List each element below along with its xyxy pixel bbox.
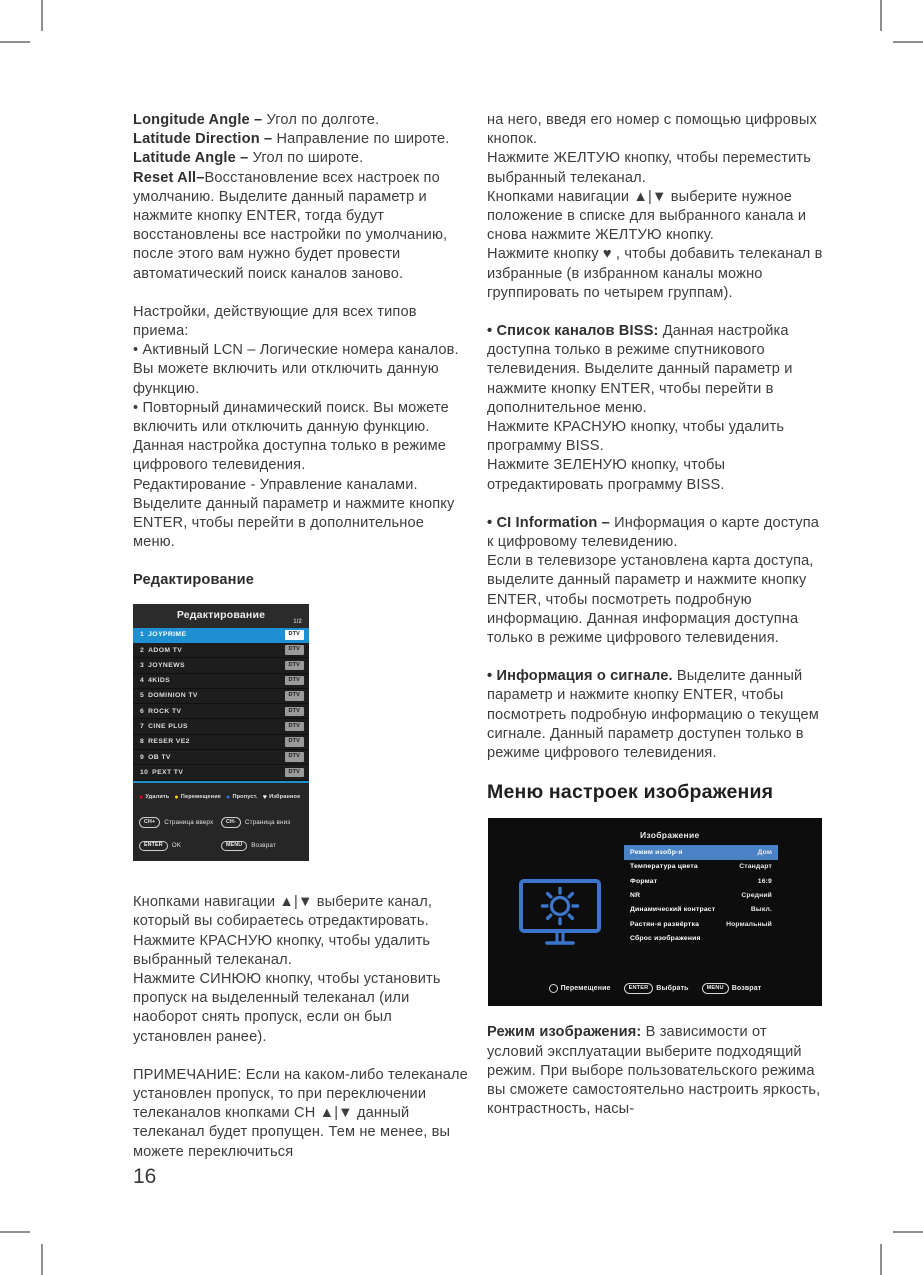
- right-paragraphs: [487, 111, 824, 763]
- paragraph: [487, 245, 824, 303]
- footer-key-hint: [624, 979, 689, 998]
- setting-label: Сброс изображения: [630, 935, 701, 943]
- brightness-tv-icon: [518, 878, 602, 948]
- nav-key-icon: [549, 984, 558, 993]
- key-hint-label: Возврат: [251, 842, 276, 850]
- paragraph: [133, 476, 470, 553]
- paragraph-text: Настройки, действующие для всех типов приема:: [133, 303, 417, 340]
- paragraph-text: Нажмите КРАСНУЮ кнопку, чтобы удалить выбранный телеканал.: [133, 932, 431, 968]
- settings-list: [624, 845, 778, 946]
- paragraph-text: Восстановление всех настроек по умолчанию. Выделите данный параметр и нажмите кнопку ENTER, тогда будут восстановлены все настройки по умолчанию, после этого вам нужно будет провести автоматический поиск каналов заново.: [133, 169, 448, 282]
- dtv-badge: DTV: [285, 737, 304, 747]
- paragraph-text: В зависимости от условий эксплуатации выберите подходящий режим. При выборе пользовательского режима вы сможете самостоятельно настроить яркость, контрастность, насы-: [487, 1024, 821, 1118]
- paragraph-text: Нажмите кнопку ♥ , чтобы добавить телеканал в избранные (в избранном каналы можно группировать по четырем группам).: [487, 246, 823, 301]
- paragraph-lead: Latitude Direction –: [133, 131, 277, 148]
- setting-value: Стандарт: [739, 863, 772, 871]
- paragraph: [133, 303, 470, 341]
- paragraph: [133, 341, 470, 399]
- legend-item: [226, 788, 258, 807]
- page-indicator: 1/2: [293, 618, 302, 625]
- legend-color-icon: ●: [174, 793, 179, 801]
- key-pill: MENU: [221, 841, 247, 851]
- channel-number: 1: [140, 631, 145, 639]
- legend-label: Удалить: [145, 793, 170, 800]
- paragraph: [133, 111, 470, 130]
- paragraph: [487, 552, 824, 648]
- paragraph-text: Кнопками навигации ▲|▼ выберите нужное положение в списке для выбранного канала и снова нажмите ЖЕЛТУЮ кнопку.: [487, 188, 807, 244]
- channel-name: PEXT TV: [152, 768, 184, 776]
- channel-number: 3: [140, 661, 145, 669]
- paragraph: [487, 111, 824, 149]
- key-hint: [139, 813, 221, 832]
- crop-mark-top-left-h: [0, 41, 30, 43]
- paragraph-text: Направление по широте.: [276, 131, 450, 148]
- setting-value: Выкл.: [750, 906, 772, 914]
- paragraph-text: ПРИМЕЧАНИЕ: Если на каком-либо телеканале установлен пропуск, то при переключении телеканалов кнопками CH ▲|▼ данный телеканал будет пропущен. Тем не менее, вы можете переключиться: [133, 1066, 468, 1160]
- channel-name: 4KIDS: [148, 677, 171, 685]
- nav-key-icon: ENTER: [624, 983, 654, 994]
- channel-edit-screenshot: [133, 604, 309, 862]
- footer-key-hint: [702, 979, 762, 998]
- right-column: [487, 111, 824, 1119]
- dtv-badge: DTV: [285, 645, 304, 655]
- key-hint-label: Страница вверх: [164, 818, 214, 826]
- legend-label: Избранное: [269, 793, 301, 800]
- dtv-badge: DTV: [285, 752, 304, 762]
- paragraph-text: Нажмите ЗЕЛЕНУЮ кнопку, чтобы отредактировать программу BISS.: [487, 457, 726, 493]
- channel-number: 7: [140, 723, 145, 730]
- crop-mark-bottom-left-v: [41, 1244, 43, 1275]
- legend-color-icon: ●: [226, 793, 231, 801]
- paragraph-lead: • Информация о сигнале.: [487, 668, 677, 685]
- channel-number: 2: [140, 646, 145, 654]
- paragraph-text: Информация о карте доступа к цифровому телевидению.: [487, 514, 820, 551]
- key-pill: CH-: [221, 817, 241, 827]
- color-key-legend: [139, 788, 303, 807]
- footer-key-hint: [549, 979, 611, 998]
- setting-value: Нормальный: [726, 920, 772, 928]
- channel-row: [133, 765, 309, 780]
- paragraph-text: Кнопками навигации ▲|▼ выберите канал, который вы собираетесь отредактировать.: [133, 894, 433, 930]
- left-column: [133, 111, 470, 1162]
- channel-number: 9: [140, 753, 145, 761]
- dtv-badge: DTV: [285, 768, 304, 778]
- channel-list: [133, 628, 309, 781]
- nav-key-icon: MENU: [702, 983, 729, 994]
- setting-label: Режим изобр-я: [630, 848, 683, 856]
- paragraph: [133, 169, 470, 284]
- legend-item: [139, 788, 169, 807]
- channel-name: OB TV: [148, 753, 171, 761]
- key-pill: CH+: [139, 817, 160, 827]
- page-number: 16: [133, 1165, 157, 1188]
- left-top-paragraphs: [133, 111, 470, 552]
- crop-mark-bottom-right-h: [893, 1231, 923, 1233]
- footer-key-hints: [488, 979, 822, 998]
- paragraph-text: Данная настройка доступна только в режиме спутникового телевидения. Выделите данный параметр и нажмите кнопку ENTER, чтобы перейти в дополнительное меню.: [487, 323, 793, 416]
- key-hint-label: OK: [171, 842, 182, 850]
- legend-color-icon: ●: [139, 793, 144, 801]
- legend-label: Пропуст.: [232, 793, 258, 800]
- paragraph: [487, 188, 824, 246]
- channel-name: JOYNEWS: [148, 661, 185, 669]
- crop-mark-bottom-left-h: [0, 1231, 30, 1233]
- channel-number: 5: [140, 692, 145, 700]
- dtv-badge: DTV: [285, 707, 304, 717]
- paragraph: [487, 322, 824, 418]
- footer-hint-label: Возврат: [731, 985, 762, 993]
- paragraph-lead: Longitude Angle –: [133, 112, 267, 128]
- crop-mark-top-left-v: [41, 0, 43, 31]
- paragraph: [133, 932, 470, 970]
- legend-item: [263, 788, 301, 807]
- channel-name: JOYPRIME: [148, 631, 187, 639]
- setting-value: Дом: [757, 848, 772, 856]
- paragraph: [133, 970, 470, 1047]
- paragraph-text: Нажмите КРАСНУЮ кнопку, чтобы удалить программу BISS.: [487, 419, 785, 455]
- channel-number: 6: [140, 707, 145, 715]
- key-hint: [139, 836, 221, 855]
- paragraph-lead: • Список каналов BISS:: [487, 323, 663, 340]
- setting-label: Динамический контраст: [630, 906, 716, 914]
- paragraph: [133, 893, 470, 931]
- legend-item: [174, 788, 221, 807]
- setting-label: Формат: [630, 877, 658, 885]
- paragraph: [487, 456, 824, 494]
- footer-hint-label: Перемещение: [560, 985, 611, 993]
- setting-value: 16:9: [757, 877, 772, 885]
- dtv-badge: DTV: [285, 676, 304, 686]
- paragraph-text: Если в телевизоре установлена карта доступа, выделите данный параметр и нажмите кнопку ENTER, чтобы посмотреть подробную информацию. Данная информация доступна только в режиме цифрового телевидения.: [487, 553, 814, 647]
- setting-value: Средний: [741, 892, 772, 900]
- channel-name: DOMINION TV: [148, 692, 198, 700]
- screenshot-header: [133, 604, 309, 628]
- paragraph-text: Угол по широте.: [252, 150, 364, 167]
- channel-number: 8: [140, 738, 145, 746]
- paragraph: [487, 514, 824, 552]
- paragraph-text: Угол по долготе.: [266, 112, 380, 128]
- paragraph-text: Нажмите СИНЮЮ кнопку, чтобы установить пропуск на выделенный телеканал (или наоборот снять пропуск, если он был установлен ранее).: [133, 971, 441, 1045]
- paragraph: [133, 130, 470, 149]
- paragraph: [487, 667, 824, 763]
- paragraph: [133, 1066, 470, 1162]
- paragraph-text: Нажмите ЖЕЛТУЮ кнопку, чтобы переместить выбранный телеканал.: [487, 150, 811, 186]
- key-hint-label: Страница вниз: [244, 818, 291, 826]
- left-bottom-paragraphs: [133, 893, 470, 1162]
- key-hint: [221, 836, 303, 855]
- legend-label: Перемещение: [180, 793, 222, 800]
- key-hint: [221, 813, 303, 832]
- setting-label: Растян-я развёртка: [630, 920, 700, 928]
- channel-name: ROCK TV: [148, 707, 182, 715]
- paragraph-lead: • CI Information –: [487, 514, 615, 531]
- paragraph: [487, 149, 824, 187]
- key-hints: [139, 813, 303, 855]
- dtv-badge: DTV: [285, 661, 304, 671]
- crop-mark-top-right-h: [893, 41, 923, 43]
- picture-menu-heading: Меню настроек изображения: [487, 781, 774, 804]
- channel-name: ADOM TV: [148, 646, 183, 654]
- picture-mode-paragraph: [487, 1023, 824, 1119]
- key-pill: ENTER: [139, 841, 168, 851]
- channel-name: CINE PLUS: [148, 723, 188, 730]
- crop-mark-top-right-v: [880, 0, 882, 31]
- screenshot-title: Изображение: [640, 830, 700, 841]
- channel-number: 4: [140, 677, 145, 685]
- setting-label: Температура цвета: [630, 863, 698, 871]
- paragraph-text: Редактирование - Управление каналами. Выделите данный параметр и нажмите кнопку ENTER, чтобы перейти в дополнительное меню.: [133, 476, 455, 551]
- paragraph-lead: Latitude Angle –: [133, 150, 253, 167]
- setting-label: NR: [630, 892, 641, 900]
- paragraph: [133, 149, 470, 168]
- paragraph-text: • Повторный динамический поиск. Вы можете включить или отключить данную функцию. Данная настройка доступна только в режиме цифрового телевидения.: [133, 399, 449, 474]
- paragraph-text: Выделите данный параметр и нажмите кнопку ENTER, чтобы посмотреть подробную информацию о текущем сигнале. Данный параметр доступен только в режиме цифрового телевидения.: [487, 668, 819, 762]
- screenshot-title: Редактирование: [176, 609, 266, 622]
- dtv-badge: DTV: [285, 630, 304, 640]
- dtv-badge: DTV: [285, 722, 304, 732]
- legend-color-icon: ♥: [262, 793, 268, 801]
- channel-number: 10: [140, 768, 149, 776]
- footer-hint-label: Выбрать: [656, 985, 689, 993]
- paragraph-text: • Активный LCN – Логические номера каналов. Вы можете включить или отключить данную функцию.: [133, 342, 459, 397]
- channel-name: RESER VE2: [148, 738, 190, 746]
- dtv-badge: DTV: [285, 691, 304, 701]
- crop-mark-bottom-right-v: [880, 1244, 882, 1275]
- picture-menu-screenshot: [488, 818, 822, 1006]
- paragraph-lead: Reset All–: [133, 169, 205, 186]
- paragraph-text: на него, введя его номер с помощью цифровых кнопок.: [487, 112, 817, 148]
- paragraph: [487, 418, 824, 456]
- editing-heading: Редактирование: [133, 572, 255, 589]
- screenshot-footer: [133, 783, 309, 862]
- paragraph-lead: Режим изображения:: [487, 1024, 646, 1041]
- paragraph: [133, 399, 470, 476]
